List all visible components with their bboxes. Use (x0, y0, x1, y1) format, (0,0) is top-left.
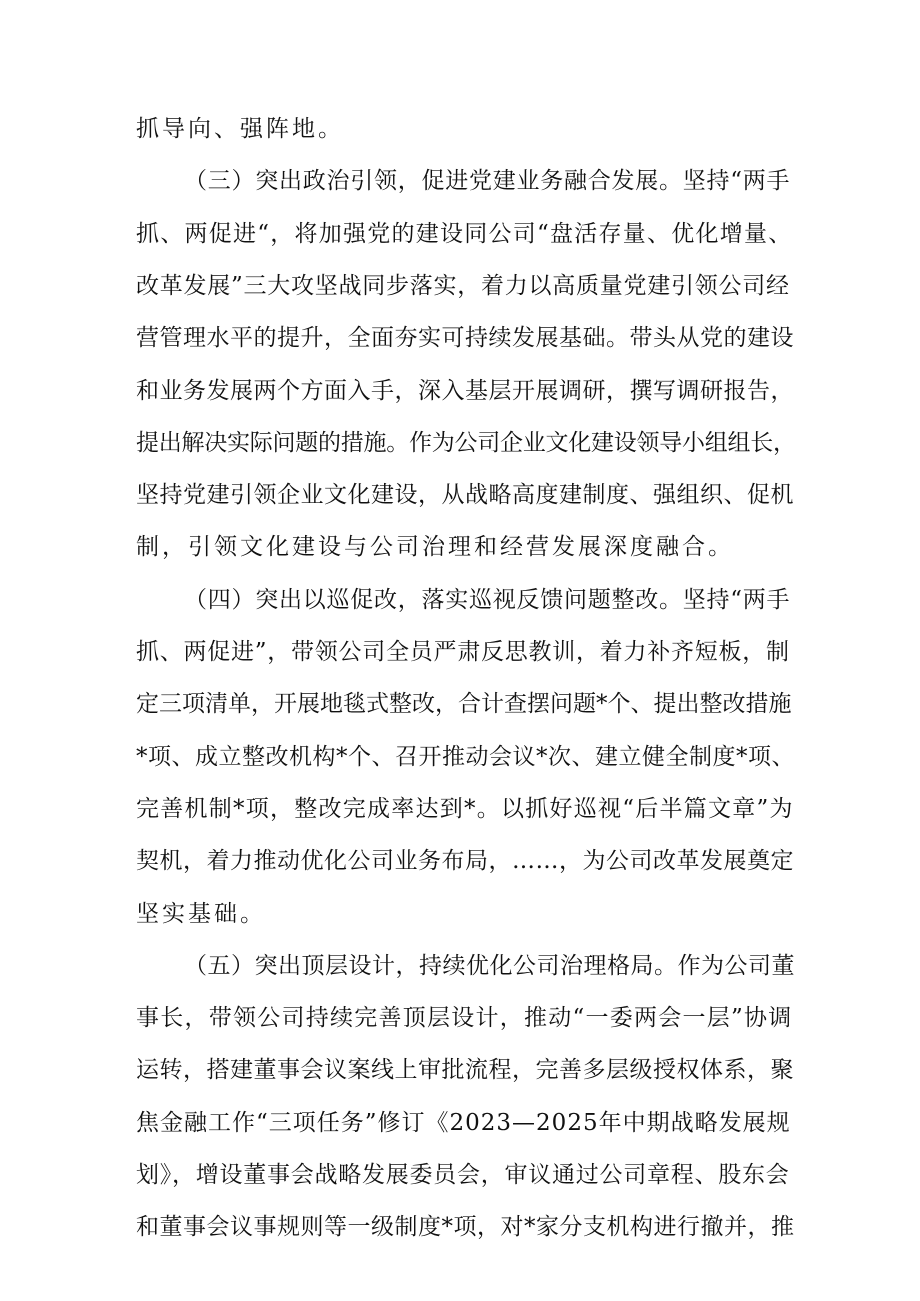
text-line: 划》，增设董事会战略发展委员会，审议通过公司章程、股东会 (136, 1162, 790, 1188)
text-line: 营管理水平的提升，全面夯实可持续发展基础。带头从党的建设 (136, 325, 794, 351)
text-line: 契机，着力推动优化公司业务布局，……，为公司改革发展奠定 (136, 848, 794, 874)
section-heading-line: （三）突出政治引领，促进党建业务融合发展。坚持“两手 (184, 168, 791, 194)
text-line: 和董事会议事规则等一级制度*项，对*家分支机构进行撤并，推 (136, 1214, 795, 1240)
text-line: 定三项清单，开展地毯式整改，合计查摆问题*个、提出整改措施 (136, 691, 792, 717)
text-line: 抓导向、强阵地。 (136, 116, 344, 142)
text-line: 坚持党建引领企业文化建设，从战略高度建制度、强组织、促机 (136, 482, 794, 508)
text-line: 改革发展”三大攻坚战同步落实，着力以高质量党建引领公司经 (136, 273, 790, 299)
text-line: 抓、两促进“，将加强党的建设同公司“盘活存量、优化增量、 (136, 221, 793, 247)
text-line: 完善机制*项，整改完成率达到*。以抓好巡视“后半篇文章”为 (136, 796, 794, 822)
text-line: 事长，带领公司持续完善顶层设计，推动“一委两会一层”协调 (136, 1005, 793, 1031)
text-line: 提出解决实际问题的措施。作为公司企业文化建设领导小组组长， (136, 430, 796, 456)
text-line: 和业务发展两个方面入手，深入基层开展调研，撰写调研报告， (136, 378, 794, 404)
text-line: 坚实基础。 (136, 901, 266, 927)
text-line: 运转，搭建董事会议案线上审批流程，完善多层级授权体系，聚 (136, 1057, 794, 1083)
text-line: 抓、两促进”，带领公司全员严肃反思教训，着力补齐短板，制 (136, 639, 790, 665)
text-line: 焦金融工作“三项任务”修订《2023—2025年中期战略发展规 (136, 1110, 791, 1136)
section-heading-line: （四）突出以巡促改，落实巡视反馈问题整改。坚持“两手 (184, 587, 791, 613)
text-line: *项、成立整改机构*个、召开推动会议*次、建立健全制度*项、 (136, 744, 795, 770)
text-line: 制，引领文化建设与公司治理和经营发展深度融合。 (136, 534, 734, 560)
section-heading-line: （五）突出顶层设计，持续优化公司治理格局。作为公司董 (184, 953, 795, 979)
